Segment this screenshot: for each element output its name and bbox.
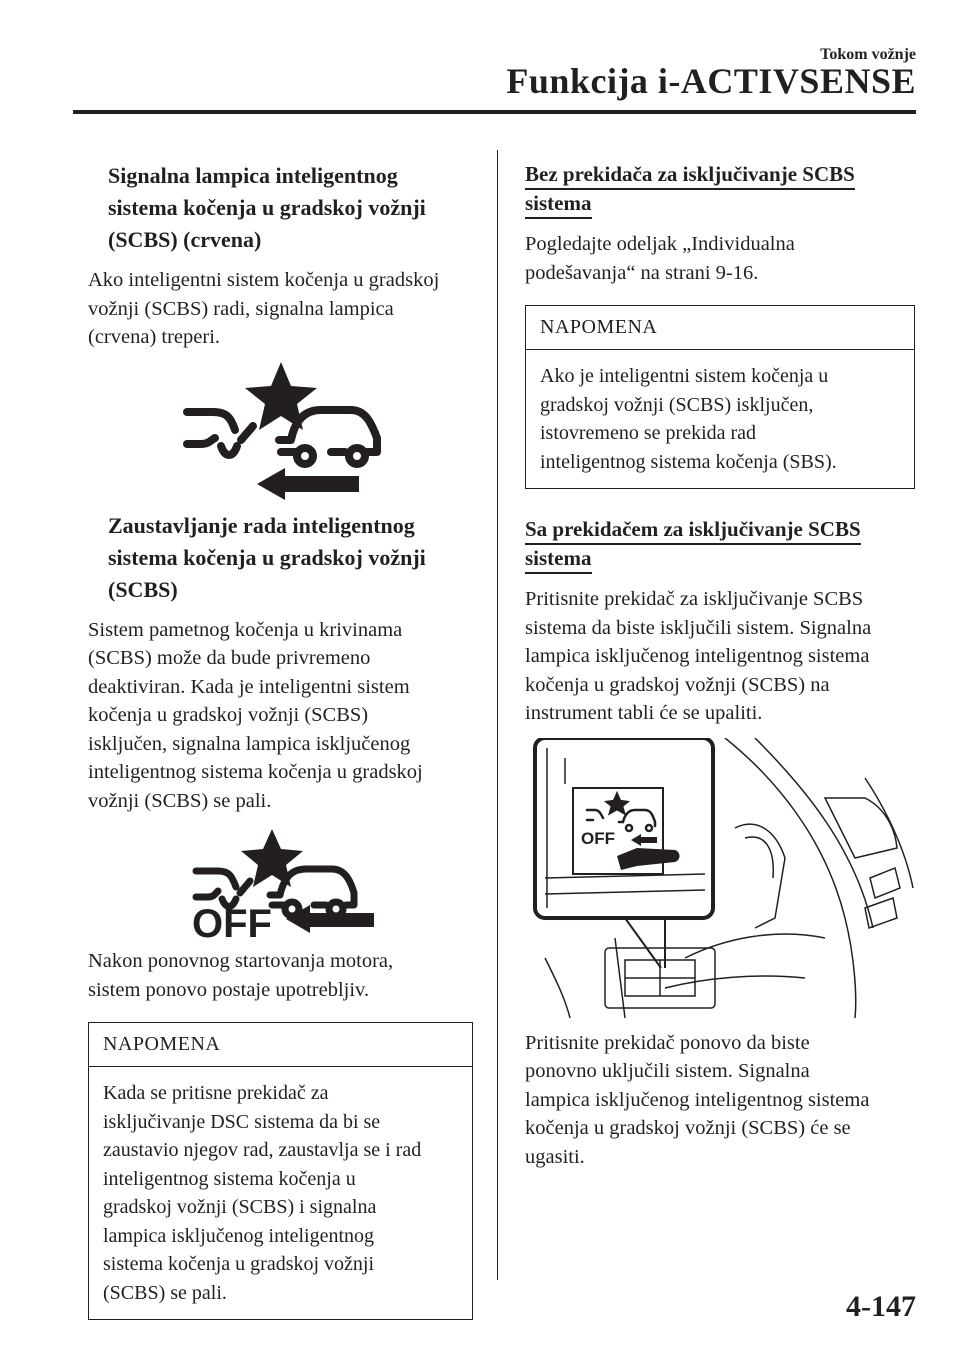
heading-without-switch: Bez prekidača za isključivanje SCBS sistema bbox=[525, 160, 915, 218]
paragraph-restart: Nakon ponovnog startovanja motora, sistem ponovo postaje upotrebljiv. bbox=[88, 950, 394, 1001]
subheading-scbs-red: Signalna lampica inteligentnog sistema kočenja u gradskoj vožnji (SCBS) (crvena) bbox=[108, 163, 426, 252]
subheading-scbs-stop: Zaustavljanje rada inteligentnog sistema kočenja u gradskoj vožnji (SCBS) bbox=[108, 512, 426, 602]
note-title: NAPOMENA bbox=[89, 1023, 472, 1067]
right-column bbox=[525, 160, 915, 1171]
note-body: Ako je inteligentni sistem kočenja u gradskoj vožnji (SCBS) isključen, istovremeno se prekida rad inteligentnog sistema kočenja (SBS). bbox=[540, 365, 837, 473]
paragraph-scbs-active: Ako inteligentni sistem kočenja u gradskoj vožnji (SCBS) radi, signalna lampica (crvena) treperi. bbox=[88, 269, 440, 348]
note-box-sbs bbox=[525, 305, 915, 489]
paragraph-press-again: Pritisnite prekidač ponovo da biste ponovno uključili sistem. Signalna lampica isključenog inteligentnog sistema kočenja u gradskoj vožnji (SCBS) će se ugasiti. bbox=[525, 1031, 870, 1168]
paragraph-see-settings: Pogledajte odeljak „Individualna podešavanja“ na strani 9-16. bbox=[525, 233, 795, 284]
scbs-warning-icon bbox=[181, 360, 381, 500]
column-divider bbox=[497, 150, 498, 1280]
page-number: 4-147 bbox=[846, 1290, 916, 1323]
header-section: Tokom vožnje bbox=[820, 46, 916, 63]
header-rule bbox=[73, 110, 916, 114]
scbs-off-icon bbox=[186, 827, 376, 939]
paragraph-scbs-deactivated: Sistem pametnog kočenja u krivinama (SCBS) može da bude privremeno deaktiviran. Kada je inteligentni sistem kočenja u gradskoj vožnji (SCBS) isključen, signalna lampica isključenog inteligentnog sistema kočenja u gradskoj vožnji (SCBS) se pali. bbox=[88, 618, 423, 812]
note-box-dsc bbox=[88, 1022, 473, 1320]
svg-text:OFF: OFF bbox=[581, 828, 615, 848]
left-column bbox=[88, 160, 473, 1320]
svg-text:OFF: OFF bbox=[191, 902, 272, 939]
dashboard-switch-illustration bbox=[525, 738, 915, 1018]
page-title: Funkcija i-ACTIVSENSE bbox=[506, 61, 916, 101]
note-title: NAPOMENA bbox=[526, 306, 914, 350]
heading-with-switch: Sa prekidačem za isključivanje SCBS sistema bbox=[525, 515, 915, 573]
paragraph-press-switch: Pritisnite prekidač za isključivanje SCBS sistema da biste isključili sistem. Signalna lampica isključenog inteligentnog sistema kočenja u gradskoj vožnji (SCBS) na instrument tabli će se upaliti. bbox=[525, 588, 872, 724]
note-body: Kada se pritisne prekidač za isključivanje DSC sistema da bi se zaustavio njegov rad, zaustavlja se i rad inteligentnog sistema kočenja u gradskoj vožnji (SCBS) i signalna lampica isključenog inteligentnog sistema kočenja u gradskoj vožnji (SCBS) se pali. bbox=[103, 1082, 422, 1304]
